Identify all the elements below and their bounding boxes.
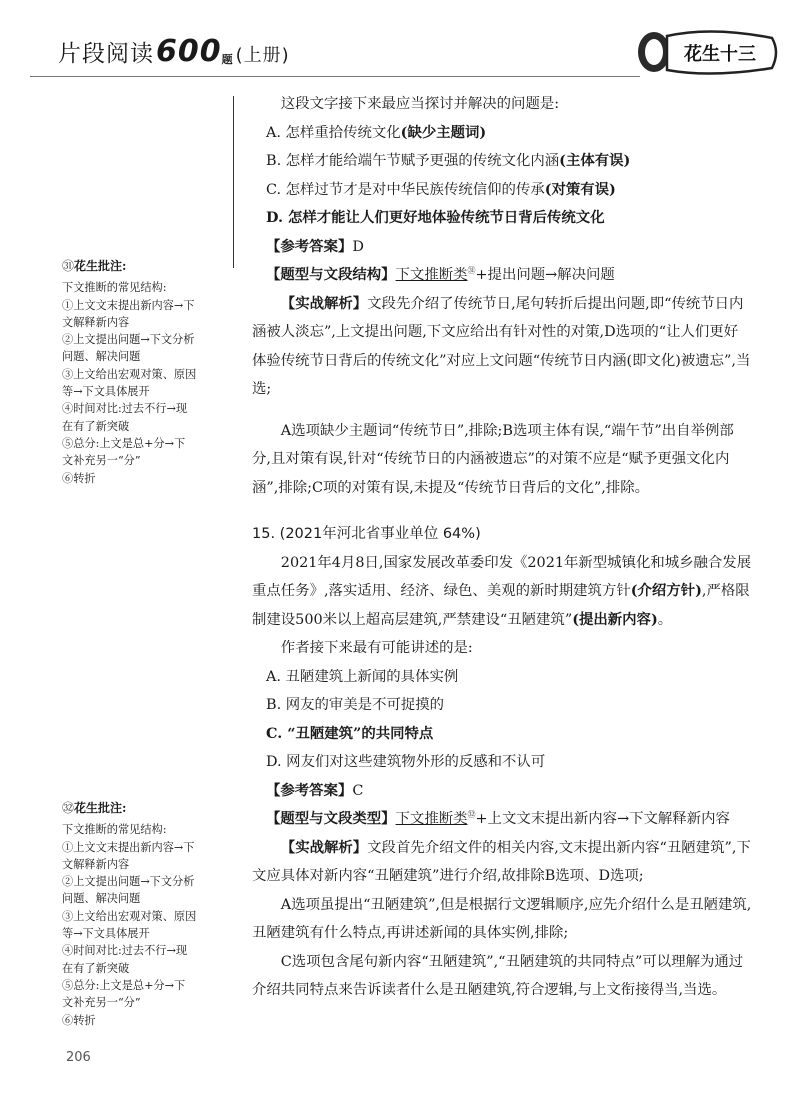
sidenote-line: 文补充另一“分” [62,454,141,468]
sidenote-line: ②上文提出问题→下文分析 [62,333,195,347]
sidenote-32 [62,800,232,1029]
analysis-b-3: C选项包含尾句新内容“丑陋建筑”,“丑陋建筑的共同特点”可以理解为通过介绍共同特点来告诉读者什么是丑陋建筑,符合逻辑,与上文衔接得当,当选。 [252,953,744,998]
sidenote-line: 下文推断的常见结构: [62,281,167,295]
analysis-a-2: A选项缺少主题词“传统节日”,排除;B选项主体有误,“端午节”出自举例部分,且对策有误,针对“传统节日的内涵被遗忘”的对策不应是“赋予更强文化内涵”,排除;C项的对策有误,未提及“传统节日背后的文化”,排除。 [252,422,734,496]
header-rule [30,76,640,77]
type-b: 【题型与文段类型】下文推断类$^㉜$+上文文末提出新内容→下文解释新内容 [266,810,730,827]
sidenote-line: 下文推断的常见结构: [62,823,167,837]
sidenote-line: ①上文文末提出新内容→下 [62,840,195,854]
sidenote-line: 问题、解决问题 [62,892,141,906]
sidenote-line: ②上文提出问题→下文分析 [62,875,195,889]
sidenote-line: ⑥转折 [62,1013,96,1027]
option-b-a: A. 丑陋建筑上新闻的具体实例 [266,668,459,685]
option-b-b: B. 网友的审美是不可捉摸的 [266,697,445,713]
header-title-number: 600 [156,34,222,69]
sidenote-line: 在有了新突破 [62,961,130,975]
margin-rule [233,96,234,268]
analysis-b: 【实战解析】文段首先介绍文件的相关内容,文末提出新内容“丑陋建筑”,下文应具体对新内容“丑陋建筑”进行介绍,故排除B选项、D选项; [252,838,751,884]
structure-a: 【题型与文段结构】下文推断类$^㉛$+提出问题→解决问题 [266,266,615,283]
sidenote-32-title: ㉜花生批注: [62,801,127,815]
question-b: 作者接下来最有可能讲述的是: [280,640,473,656]
page-number: 206 [66,1050,91,1065]
question-15-header: 15. (2021年河北省事业单位 64%) [252,526,481,542]
option-d: D. 怎样才能让人们更好地体验传统节日背后传统文化 [266,209,605,226]
sidenote-line: ③上文给出宏观对策、原因 [62,367,197,381]
option-c: C. 怎样过节才是对中华民族传统信仰的传承(对策有误) [266,180,616,198]
sidenote-line: ④时间对比:过去不行→现 [62,402,188,416]
header-title-prefix: 片段阅读 [58,41,154,67]
running-header [58,34,290,69]
answer-a: 【参考答案】D [266,237,364,255]
section-a [252,90,752,502]
sidenote-line: 等→下文具体展开 [62,385,150,399]
sidenote-31-title: ㉛花生批注: [62,259,127,273]
answer-b: 【参考答案】C [266,781,364,799]
sidenote-line: ④时间对比:过去不行→现 [62,944,188,958]
header-title-ti: 题 [221,53,234,66]
question-a: 这段文字接下来最应当探讨并解决的问题是: [280,96,560,112]
sidenote-line: 文解释新内容 [62,857,130,871]
option-b-c: C. “丑陋建筑”的共同特点 [266,724,434,742]
option-a: A. 怎样重拾传统文化(缺少主题词) [266,123,487,141]
sidenote-line: 文解释新内容 [62,315,130,329]
sidenote-line: ⑤总分:上文是总+分→下 [62,978,186,992]
sidenote-31 [62,258,232,487]
section-b [252,520,752,1005]
sidenote-line: ⑤总分:上文是总+分→下 [62,436,186,450]
logo-text: 花生十三 [684,44,756,65]
sidenote-line: ①上文文末提出新内容→下 [62,298,195,312]
analysis-b-2: A选项虽提出“丑陋建筑”,但是根据行文逻辑顺序,应先介绍什么是丑陋建筑,丑陋建筑有什么特点,再讲述新闻的具体实例,排除; [252,896,752,941]
publisher-logo [632,28,782,78]
sidenote-line: ⑥转折 [62,471,96,485]
sidenote-line: 在有了新突破 [62,419,130,433]
option-b: B. 怎样才能给端午节赋予更强的传统文化内涵(主体有误) [266,152,631,169]
sidenote-line: 问题、解决问题 [62,350,141,364]
option-b-d: D. 网友们对这些建筑物外形的反感和不认可 [266,754,546,770]
header-volume: (上册) [235,45,290,66]
passage-b: 2021年4月8日,国家发展改革委印发《2021年新型城镇化和城乡融合发展重点任务》,落实适用、经济、绿色、美观的新时期建筑方针(介绍方针),严格限制建设500米以上超高层建筑,严禁建设“丑陋建筑”(提出新内容)。 [252,554,752,628]
sidenote-line: 文补充另一“分” [62,996,141,1010]
sidenote-line: ③上文给出宏观对策、原因 [62,909,197,923]
sidenote-line: 等→下文具体展开 [62,927,150,941]
analysis-a: 【实战解析】文段先介绍了传统节日,尾句转折后提出问题,即“传统节日内涵被人淡忘”,上文提出问题,下文应给出有针对性的对策,D选项的“让人们更好体验传统节日背后的传统文化”对应上文问题“传统节日内涵(即文化)被遗忘”,当选; [252,294,751,397]
